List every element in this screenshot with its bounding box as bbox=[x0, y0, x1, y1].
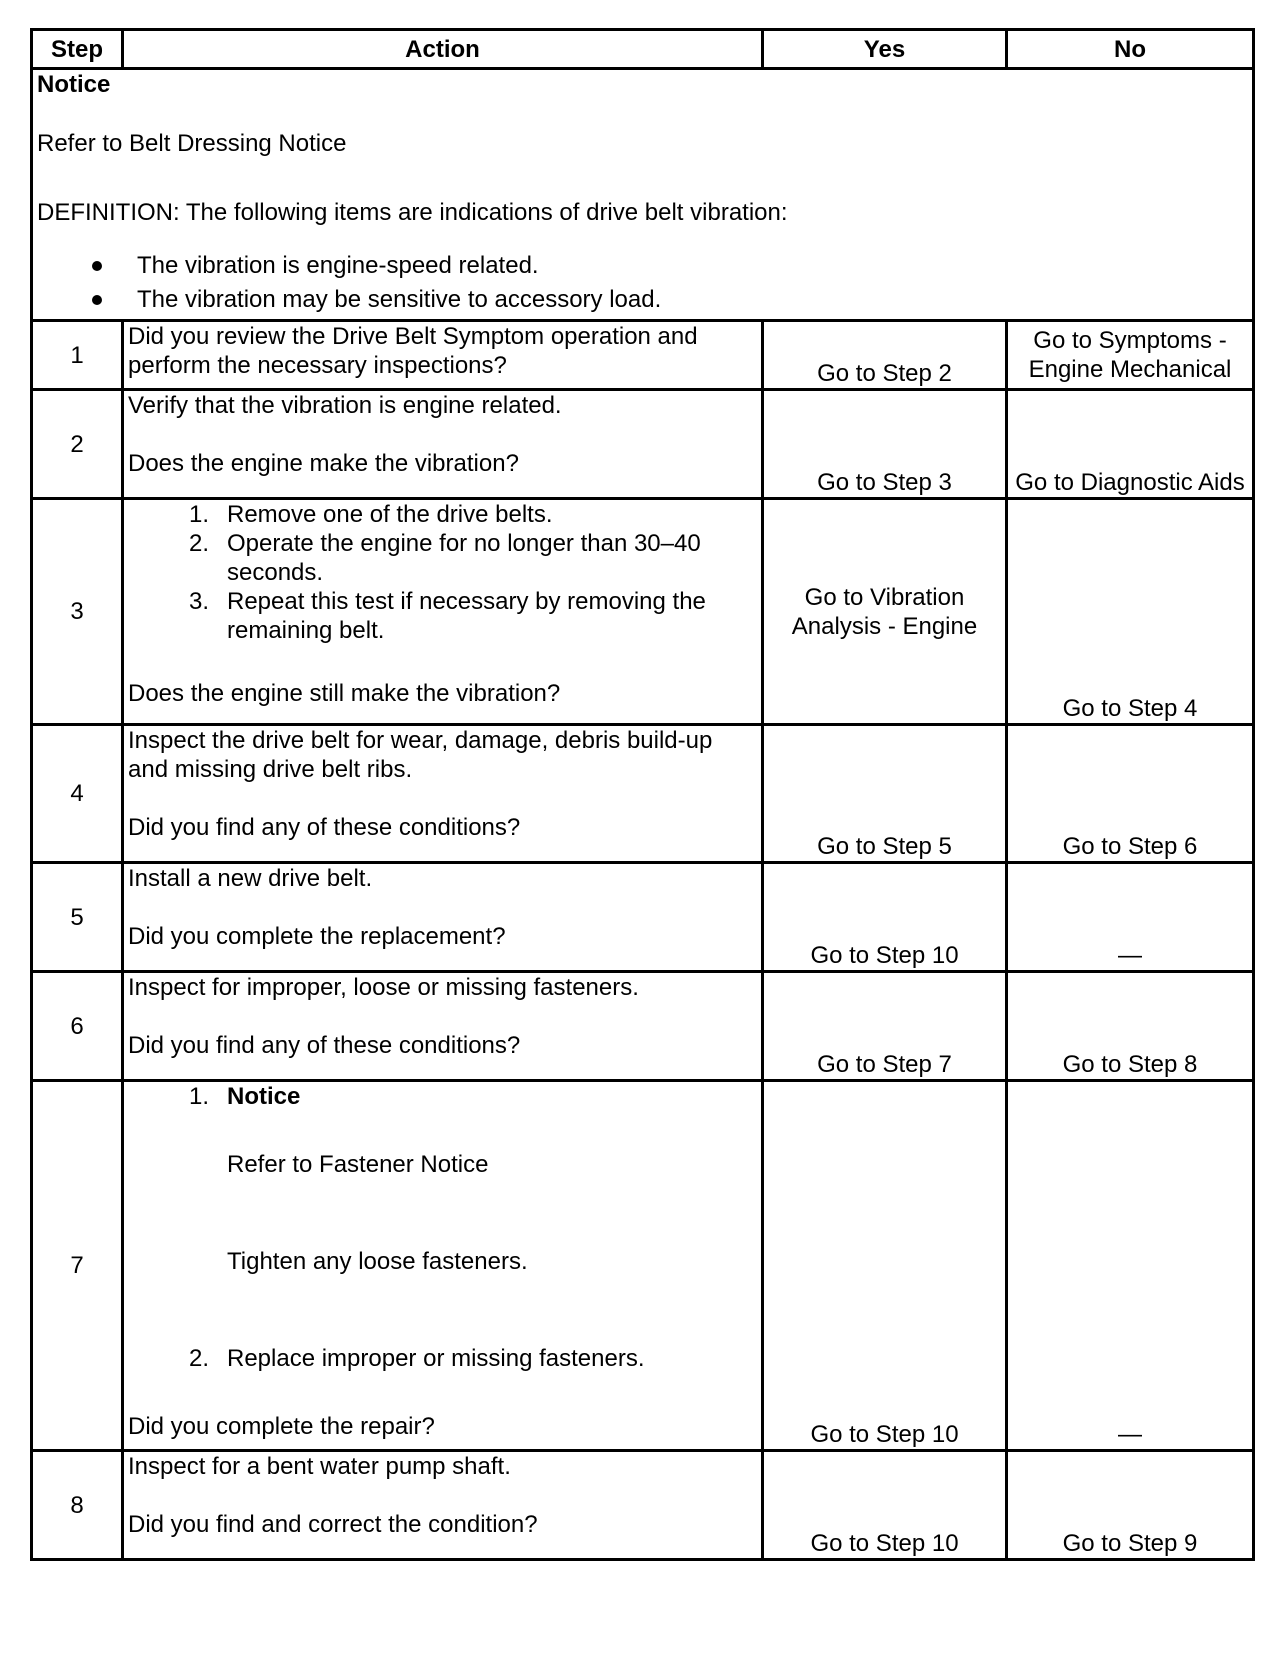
list-item bbox=[128, 529, 757, 587]
diagnostic-table bbox=[30, 28, 1255, 1561]
no-link[interactable]: Go to Step 4 bbox=[1007, 499, 1254, 725]
spacer bbox=[128, 784, 757, 813]
action-text: Verify that the vibration is engine related. bbox=[128, 392, 562, 419]
list-number: 3. bbox=[188, 588, 209, 615]
notice-cell bbox=[32, 69, 1254, 321]
numbered-list bbox=[128, 1082, 757, 1373]
no-link[interactable]: Go to Step 9 bbox=[1007, 1451, 1254, 1560]
yes-link[interactable]: Go to Step 5 bbox=[763, 725, 1007, 863]
action-cell bbox=[123, 1451, 763, 1560]
table-row bbox=[32, 390, 1254, 499]
list-item bbox=[128, 1082, 757, 1344]
spacer bbox=[227, 1111, 757, 1150]
list-number: 1. bbox=[188, 501, 209, 528]
list-text: Operate the engine for no longer than 30–40 seconds. bbox=[227, 530, 701, 586]
list-text bbox=[227, 1082, 757, 1344]
action-question: Did you complete the repair? bbox=[128, 1413, 435, 1440]
step-number: 4 bbox=[32, 725, 123, 863]
action-question: Did you find any of these conditions? bbox=[128, 1032, 521, 1059]
spacer bbox=[128, 893, 757, 922]
notice-title: Notice bbox=[37, 71, 111, 98]
spacer bbox=[227, 1179, 757, 1247]
action-question: Does the engine make the vibration? bbox=[128, 450, 519, 477]
no-link[interactable]: Go to Step 6 bbox=[1007, 725, 1254, 863]
action-cell bbox=[123, 972, 763, 1081]
list-item: The vibration may be sensitive to accessory load. bbox=[37, 285, 1248, 314]
spacer bbox=[128, 645, 757, 679]
no-link[interactable]: Go to Symptoms - Engine Mechanical bbox=[1007, 321, 1254, 390]
list-text: Replace improper or missing fasteners. bbox=[227, 1345, 645, 1372]
action-text: Inspect for a bent water pump shaft. bbox=[128, 1453, 511, 1480]
numbered-list bbox=[128, 500, 757, 645]
yes-link[interactable]: Go to Step 10 bbox=[763, 1451, 1007, 1560]
list-text: Repeat this test if necessary by removing the remaining belt. bbox=[227, 588, 706, 644]
action-cell bbox=[123, 499, 763, 725]
list-text: Remove one of the drive belts. bbox=[227, 501, 553, 528]
action-question: Did you find any of these conditions? bbox=[128, 814, 521, 841]
step-number: 2 bbox=[32, 390, 123, 499]
step-number: 5 bbox=[32, 863, 123, 972]
table-row bbox=[32, 1451, 1254, 1560]
no-value: — bbox=[1007, 1081, 1254, 1451]
action-cell bbox=[123, 863, 763, 972]
no-link[interactable]: Go to Diagnostic Aids bbox=[1007, 390, 1254, 499]
yes-link[interactable]: Go to Step 3 bbox=[763, 390, 1007, 499]
header-no: No bbox=[1007, 30, 1254, 69]
yes-link[interactable]: Go to Vibration Analysis - Engine bbox=[763, 499, 1007, 725]
action-text: Did you review the Drive Belt Symptom operation and perform the necessary inspections? bbox=[123, 321, 763, 390]
list-item: The vibration is engine-speed related. bbox=[37, 251, 1248, 280]
table-row bbox=[32, 863, 1254, 972]
spacer bbox=[128, 1373, 757, 1412]
fastener-notice-title: Notice bbox=[227, 1083, 301, 1110]
list-item bbox=[128, 500, 757, 529]
fastener-notice-refer: Refer to Fastener Notice bbox=[227, 1151, 489, 1178]
spacer bbox=[128, 1002, 757, 1031]
step-number: 1 bbox=[32, 321, 123, 390]
table-header-row bbox=[32, 30, 1254, 69]
notice-refer: Refer to Belt Dressing Notice bbox=[37, 130, 347, 157]
table-row bbox=[32, 725, 1254, 863]
table-row bbox=[32, 321, 1254, 390]
action-text: Inspect for improper, loose or missing fasteners. bbox=[128, 974, 639, 1001]
yes-link[interactable]: Go to Step 2 bbox=[763, 321, 1007, 390]
step-number: 6 bbox=[32, 972, 123, 1081]
table-row bbox=[32, 499, 1254, 725]
list-text-main: Tighten any loose fasteners. bbox=[227, 1248, 528, 1275]
list-item bbox=[128, 587, 757, 645]
action-cell bbox=[123, 390, 763, 499]
header-yes: Yes bbox=[763, 30, 1007, 69]
step-number: 7 bbox=[32, 1081, 123, 1451]
notice-row bbox=[32, 69, 1254, 321]
table-row bbox=[32, 1081, 1254, 1451]
action-cell bbox=[123, 1081, 763, 1451]
list-number: 2. bbox=[188, 530, 209, 557]
header-action: Action bbox=[123, 30, 763, 69]
list-number: 1. bbox=[188, 1083, 209, 1110]
list-number: 2. bbox=[188, 1345, 209, 1372]
spacer bbox=[227, 1276, 757, 1344]
yes-link[interactable]: Go to Step 7 bbox=[763, 972, 1007, 1081]
action-question: Did you complete the replacement? bbox=[128, 923, 506, 950]
notice-bullet-list bbox=[37, 251, 1248, 314]
yes-link[interactable]: Go to Step 10 bbox=[763, 863, 1007, 972]
no-link[interactable]: Go to Step 8 bbox=[1007, 972, 1254, 1081]
action-text: Inspect the drive belt for wear, damage, debris build-up and missing drive belt ribs. bbox=[128, 727, 713, 783]
notice-definition: DEFINITION: The following items are indications of drive belt vibration: bbox=[37, 199, 788, 226]
spacer bbox=[128, 1481, 757, 1510]
no-value: — bbox=[1007, 863, 1254, 972]
yes-link[interactable]: Go to Step 10 bbox=[763, 1081, 1007, 1451]
list-item bbox=[128, 1344, 757, 1373]
header-step: Step bbox=[32, 30, 123, 69]
action-question: Did you find and correct the condition? bbox=[128, 1511, 538, 1538]
action-cell bbox=[123, 725, 763, 863]
action-question: Does the engine still make the vibration? bbox=[128, 680, 561, 707]
action-text: Install a new drive belt. bbox=[128, 865, 373, 892]
spacer bbox=[128, 420, 757, 449]
step-number: 3 bbox=[32, 499, 123, 725]
table-row bbox=[32, 972, 1254, 1081]
step-number: 8 bbox=[32, 1451, 123, 1560]
